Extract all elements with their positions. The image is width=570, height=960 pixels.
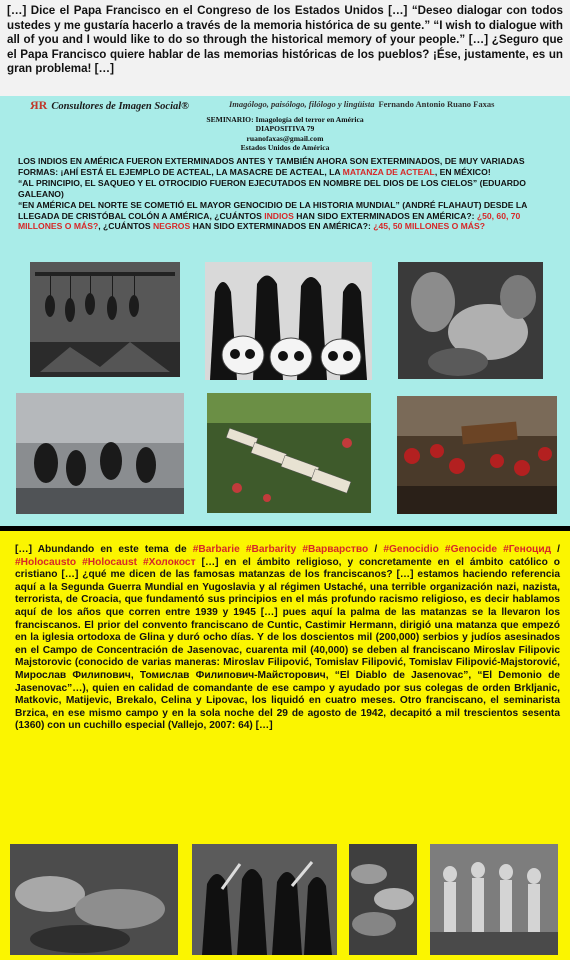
brand bbox=[30, 98, 189, 113]
lead-highlight: MATANZA DE ACTEAL bbox=[342, 166, 435, 177]
slide-lead-text bbox=[18, 156, 556, 232]
lead-text: HAN SIDO EXTERMINADOS EN AMÉRICA?: bbox=[190, 221, 374, 232]
lead-highlight: ¿45, 50 MILLONES O MÁS? bbox=[373, 221, 485, 232]
lead-highlight: ¿50, 60, 70 MILLONES O MÁS? bbox=[18, 210, 521, 232]
author-name: Fernando Antonio Ruano Faxas bbox=[378, 99, 495, 109]
essay-text bbox=[15, 544, 560, 733]
essay-segment: […] en el ámbito religioso, y concretamente en el ámbito católico o cristiano […] ¿qué me dicen de las famosas matanzas de los franciscanos? […] estamos haciendo referencia aquí a la Segunda Guerra Mundial en Yugoslavia y al régimen Ustaché, una terrible organización nazi, nazista, terrorista, de Croacia, que fundamentó sus principios en el más profundo racismo religioso, es decir hablamos aquí de los años que corren entre 1939 y 1945 […] pues aquí la palma de las matanzas se la llevaron los franciscanos. El prior del convento franciscano de Cuntic, Castimir Hermann, dirigió una matanza que empezó en la iglesia ortodoxa de Glina y duró ocho días. Y de los doscientos mil (200,000) serbios y judíos asesinados en el Campo de Concentración de Jasenovac, cuarenta mil (40,000) se deben al franciscano Miroslav Filipovic Majstorovic (conocido de varias maneras: Miroslav Filipović, Tomislav Filipović, Tomislav Filipović-Majstorović, Мирослав Филипович, Томислав Филипович-Майсторович, “El Diablo de Jasenovac”, “El Demonio de Jasenovac”…), quien en calidad de comandante de ese campo y ayudado por sus colegas de orden Brkljanic, Matkovic, Matijevic, Brekalo, Celina y Lipovac, los liquidó en cuatro meses. Otro franciscano, el seminarista Brzica, en ese mismo campo y en la sola noche del 29 de agosto de 1942, decapitó a mil trescientos sesenta (1360) con un cuchillo especial (Vallejo, 2007: 64) […] bbox=[15, 556, 560, 732]
essay-segment: / bbox=[551, 544, 560, 555]
hashtag-group: #Genocidio #Genocide #Геноцид bbox=[383, 544, 552, 555]
photo-clergy-salute bbox=[192, 844, 337, 955]
hashtag-group: #Holocausto #Holocaust #Холокост bbox=[15, 556, 196, 568]
lead-text: “EN AMÉRICA DEL NORTE SE COMETIÓ EL MAYOR GENOCIDIO DE LA HISTORIA MUNDIAL” (ANDRÉ FLAHAUT) DESDE LA LLEGADA DE CRISTÓBAL COLÓN A AMÉRICA, ¿CUÁNTOS bbox=[18, 199, 527, 221]
top-quote: […] Dice el Papa Francisco en el Congreso de los Estados Unidos […] “Deseo dialogar con todos ustedes y me gustaría hacerlo a través de la memoria histórica de su gente.” “I wish to dialogue with all of you and I would like to do so through the historical memory of your people.” […] ¿Seguro que el Papa Francisco quiere hablar de las memorias históricas de los pueblos? ¡Ése, justamente, es un gran problema! […] bbox=[0, 0, 570, 96]
lead-text: HAN SIDO EXTERMINADOS EN AMÉRICA?: bbox=[293, 210, 477, 221]
photo-skulls-friars bbox=[205, 262, 372, 380]
lead-highlight: NEGROS bbox=[152, 221, 191, 232]
essay-segment: […] Abundando en este tema de bbox=[15, 544, 193, 555]
author-country: Estados Unidos de América bbox=[240, 143, 330, 152]
author-line bbox=[229, 99, 494, 109]
photo-hanged-engraving bbox=[30, 262, 180, 377]
photo-bodies-pile bbox=[349, 844, 417, 955]
hashtag-group: #Barbarie #Barbarity #Варварство bbox=[192, 544, 369, 555]
brand-name: Consultores de Imagen Social® bbox=[51, 101, 189, 112]
slide-panel bbox=[0, 96, 570, 526]
photo-bodies-snow bbox=[16, 393, 184, 514]
lead-text: , ¿CUÁNTOS bbox=[98, 221, 153, 232]
lead-text: LOS INDIOS EN AMÉRICA FUERON EXTERMINADOS ANTES Y TAMBIÉN AHORA SON EXTERMINADOS, DE MUY VARIADAS FORMAS: ¡AHÍ ESTÁ EL EJEMPLO DE ACTEAL, LA MASACRE DE ACTEAL, LA bbox=[18, 156, 525, 177]
lead-paragraph-1 bbox=[18, 156, 556, 178]
essay-segment: / bbox=[368, 544, 384, 555]
slide-number: DIAPOSITIVA 79 bbox=[255, 124, 315, 133]
author-email: ruanofaxas@gmail.com bbox=[246, 134, 324, 143]
photo-wounded-men bbox=[398, 262, 543, 379]
brand-logo: ЯR bbox=[30, 98, 48, 112]
photo-funeral-procession bbox=[397, 396, 557, 514]
photo-coffins-color bbox=[207, 393, 371, 513]
photo-victims-bw-1 bbox=[10, 844, 178, 955]
photo-starved-children bbox=[430, 844, 558, 955]
lead-paragraph-3 bbox=[18, 200, 556, 233]
author-roles: Imagólogo, paisólogo, filólogo y lingüista bbox=[229, 99, 375, 109]
essay-panel bbox=[0, 531, 570, 960]
lead-highlight: INDIOS bbox=[264, 210, 294, 221]
lead-paragraph-2: “AL PRINCIPIO, EL SAQUEO Y EL OTROCIDIO FUERON EJECUTADOS EN NOMBRE DEL DIOS DE LOS CIELOS” (EDUARDO GALEANO) bbox=[18, 177, 526, 199]
seminar-title: SEMINARIO: Imagología del terror en América bbox=[206, 115, 364, 124]
lead-text: , EN MÉXICO! bbox=[434, 166, 491, 177]
